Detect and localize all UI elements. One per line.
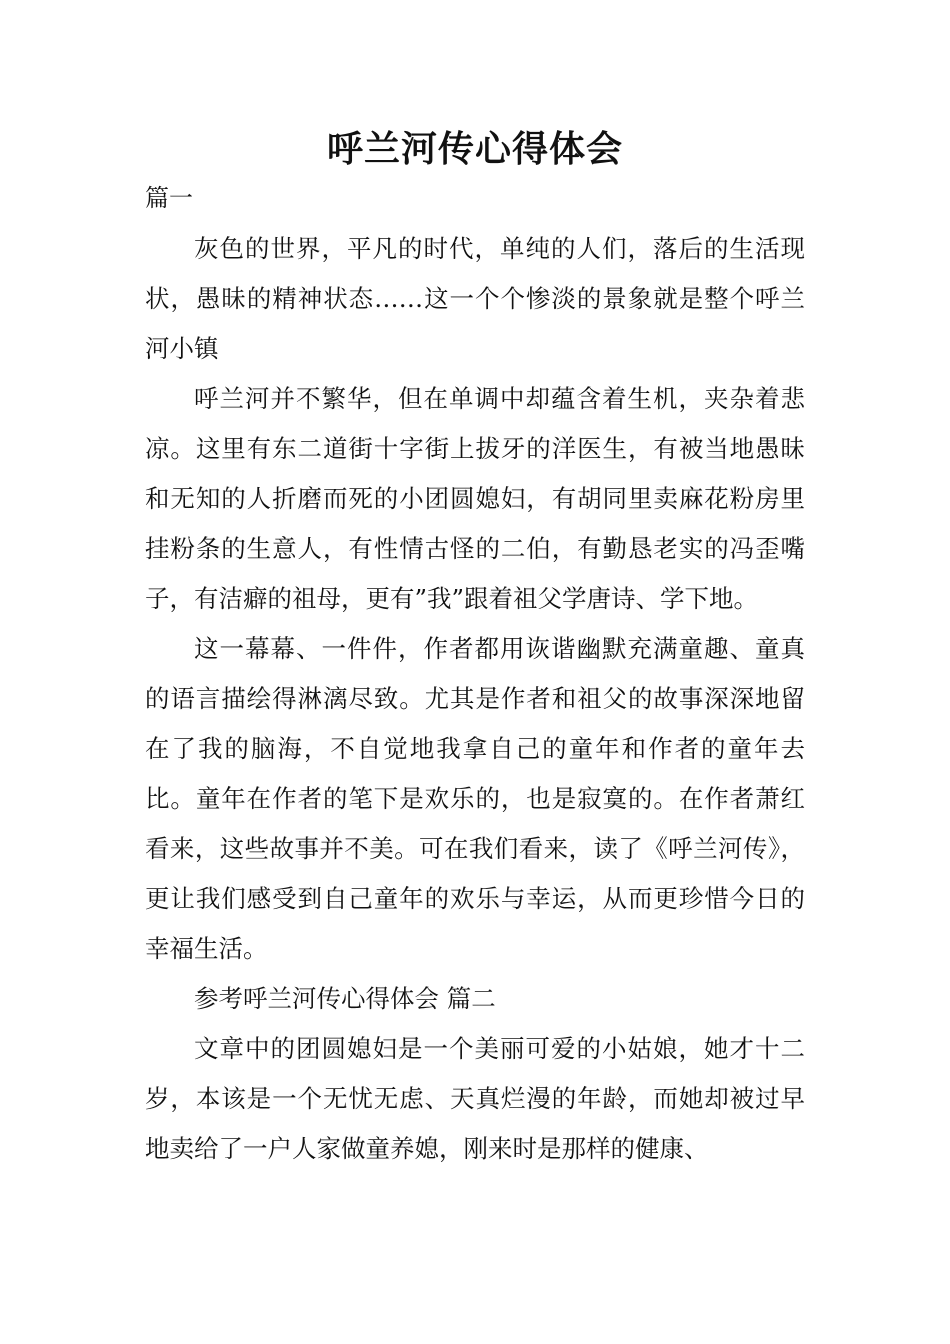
section-label-one: 篇一 xyxy=(145,184,193,212)
paragraph: 灰色的世界，平凡的时代，单纯的人们，落后的生活现状，愚昧的精神状态……这一个个惨淡的景象就是整个呼兰河小镇 xyxy=(145,234,805,363)
paragraph: 呼兰河并不繁华，但在单调中却蕴含着生机，夹杂着悲凉。这里有东二道街十字街上拔牙的洋医生，有被当地愚昧和无知的人折磨而死的小团圆媳妇，有胡同里卖麻花粉房里挂粉条的生意人，有性情古怪的二伯，有勤恳老实的冯歪嘴子，有洁癖的祖母，更有”我”跟着祖父学唐诗、学下地。 xyxy=(145,384,805,613)
document-body xyxy=(145,224,805,1174)
paragraph: 文章中的团圆媳妇是一个美丽可爱的小姑娘，她才十二岁，本该是一个无忧无虑、天真烂漫的年龄，而她却被过早地卖给了一户人家做童养媳，刚来时是那样的健康、 xyxy=(145,1034,805,1163)
paragraph: 这一幕幕、一件件，作者都用诙谐幽默充满童趣、童真的语言描绘得淋漓尽致。尤其是作者和祖父的故事深深地留在了我的脑海，不自觉地我拿自己的童年和作者的童年去比。童年在作者的笔下是欢乐的，也是寂寞的。在作者萧红看来，这些故事并不美。可在我们看来，读了《呼兰河传》，更让我们感受到自己童年的欢乐与幸运，从而更珍惜今日的幸福生活。 xyxy=(145,634,805,963)
section-heading-two: 参考呼兰河传心得体会 篇二 xyxy=(194,984,496,1013)
document-title: 呼兰河传心得体会 xyxy=(326,129,623,170)
